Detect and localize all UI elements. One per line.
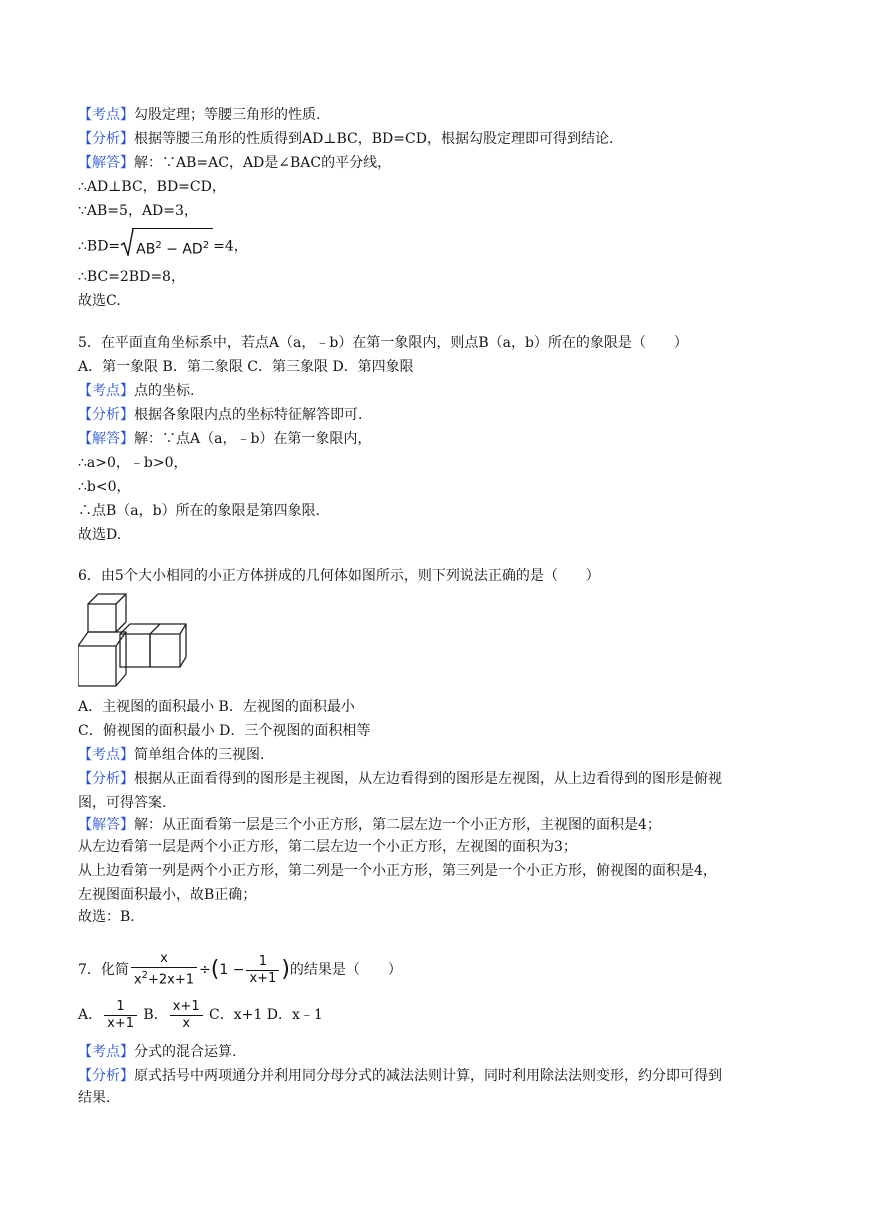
q6-jieda-line [78, 815, 661, 835]
q7-fenxi-line [78, 1066, 722, 1086]
q6-step-3: 左视图面积最小，故B正确； [78, 887, 257, 903]
q6-fenxi-line [78, 769, 722, 789]
q6-fenxi-cont: 图，可得答案. [78, 795, 167, 811]
rad-ab: AB [136, 241, 156, 258]
fraction-2-den: x+1 [246, 970, 279, 987]
q6-step-4: 故选：B. [78, 909, 135, 925]
q7-opt-b-num: x+1 [172, 998, 200, 1014]
fenxi-tag: 【分析】 [78, 131, 134, 147]
q6-kaodian-line [78, 745, 264, 765]
rad-ab-exp: 2 [155, 240, 162, 251]
fraction-2-num: 1 [258, 953, 268, 969]
kaodian-text: 勾股定理；等腰三角形的性质. [134, 107, 321, 123]
jieda-tag: 【解答】 [78, 431, 134, 447]
q7-opt-b-den: x [170, 1015, 203, 1032]
q7-stem [78, 950, 402, 990]
fenxi-text: 原式括号中两项通分并利用同分母分式的减法法则计算，同时利用除法法则变形，约分即可得到 [134, 1068, 722, 1084]
fraction-1 [131, 951, 197, 988]
fraction-1-den-rest: +2x+1 [148, 972, 195, 988]
rad-minus-ad: − AD [161, 241, 203, 258]
q5-kaodian-line [78, 381, 194, 401]
kaodian-tag: 【考点】 [78, 1044, 134, 1060]
q4-step-2: ∵AB=5，AD=3， [78, 203, 198, 219]
fenxi-tag: 【分析】 [78, 407, 134, 423]
kaodian-text: 点的坐标. [134, 383, 195, 399]
rad-ad-exp: 2 [202, 240, 210, 251]
kaodian-tag: 【考点】 [78, 747, 134, 763]
q7-fenxi-cont: 结果. [78, 1090, 111, 1106]
fenxi-text: 根据等腰三角形的性质得到AD⊥BC，BD=CD，根据勾股定理即可得到结论. [134, 131, 614, 147]
q6-step-1: 从左边看第一层是两个小正方形，第二层左边一个小正方形，左视图的面积为3； [78, 839, 577, 855]
kaodian-tag: 【考点】 [78, 107, 134, 123]
top-cube [88, 594, 126, 632]
q5-step-2: ∴b<0， [78, 479, 131, 495]
q7-opt-cd: C．x+1 D．x﹣1 [204, 1007, 323, 1023]
q4-jieda-line [78, 153, 391, 173]
q7-opt-b-frac [170, 999, 203, 1032]
q6-step-2: 从上边看第一列是两个小正方形，第二列是一个小正方形，第三列是一个小正方形，俯视图的面积是4， [78, 863, 717, 879]
right-cubes [120, 624, 186, 667]
kaodian-text: 分式的混合运算. [134, 1044, 237, 1060]
q7-opt-a-frac [104, 999, 137, 1032]
paren-left: ( [210, 957, 220, 982]
q5-options: A．第一象限 B．第二象限 C．第三象限 D．第四象限 [78, 359, 414, 375]
q5-stem: 5．在平面直角坐标系中，若点A（a，﹣b）在第一象限内，则点B（a，b）所在的象限是（ ） [78, 335, 688, 351]
q4-fenxi-line [78, 129, 613, 149]
q4-kaodian-line [78, 105, 320, 125]
q5-jieda-line [78, 429, 371, 449]
jieda-text: 解：∵AB=AC，AD是∠BAC的平分线， [134, 155, 392, 171]
kaodian-tag: 【考点】 [78, 383, 134, 399]
fenxi-tag: 【分析】 [78, 771, 134, 787]
q6-options-1: A．主视图的面积最小 B．左视图的面积最小 [78, 699, 355, 715]
fraction-1-num: x [160, 951, 168, 967]
fenxi-text: 根据从正面看得到的图形是主视图，从左边看得到的图形是左视图，从上边看得到的图形是俯视 [134, 771, 722, 787]
q4-step-5: 故选C. [78, 293, 121, 309]
q5-step-4: 故选D. [78, 527, 122, 543]
q4-step-3-pre: ∴BD= [78, 238, 121, 255]
cube-figure [78, 590, 188, 690]
q7-opt-a-label: A． [78, 1007, 103, 1023]
fraction-1-den-x: x [133, 972, 142, 988]
fenxi-text: 根据各象限内点的坐标特征解答即可. [134, 407, 363, 423]
q7-stem-pre: 7．化简 [78, 962, 129, 978]
one-minus: 1 − [219, 962, 245, 978]
q7-kaodian-line [78, 1042, 236, 1062]
paren-right: ) [281, 957, 290, 982]
q4-step-4: ∴BC=2BD=8， [78, 269, 185, 285]
q7-opt-b-label: B． [138, 1007, 168, 1023]
jieda-text: 解：从正面看第一层是三个小正方形，第二层左边一个小正方形，主视图的面积是4； [134, 817, 661, 833]
q5-step-1: ∴a>0，﹣b>0， [78, 455, 188, 471]
bottom-left-cube [78, 632, 126, 686]
jieda-text: 解：∵点A（a，﹣b）在第一象限内， [134, 431, 372, 447]
fenxi-tag: 【分析】 [78, 1068, 134, 1084]
q7-stem-post: 的结果是（ ） [289, 962, 402, 978]
fraction-2 [246, 954, 279, 987]
radical-sign-icon [120, 228, 134, 256]
q5-step-3: ∴点B（a，b）所在的象限是第四象限. [78, 503, 321, 519]
jieda-tag: 【解答】 [78, 155, 134, 171]
sqrt-expression [120, 228, 213, 265]
jieda-tag: 【解答】 [78, 817, 134, 833]
q4-step-1: ∴AD⊥BC，BD=CD， [78, 179, 226, 195]
q5-fenxi-line [78, 405, 362, 425]
kaodian-text: 简单组合体的三视图. [134, 747, 265, 763]
fraction-1-den [131, 967, 197, 988]
fraction-1-den-exp: 2 [141, 970, 148, 982]
q7-options [78, 995, 323, 1035]
divide-sign: ÷ [199, 962, 211, 978]
q4-step-3 [78, 228, 248, 265]
q6-stem: 6．由5个大小相同的小正方体拼成的几何体如图所示，则下列说法正确的是（ ） [78, 568, 600, 584]
q4-step-3-post: =4， [213, 238, 248, 255]
q7-opt-a-num: 1 [116, 998, 125, 1014]
q6-options-2: C．俯视图的面积最小 D．三个视图的面积相等 [78, 723, 371, 739]
q7-opt-a-den: x+1 [104, 1015, 137, 1032]
